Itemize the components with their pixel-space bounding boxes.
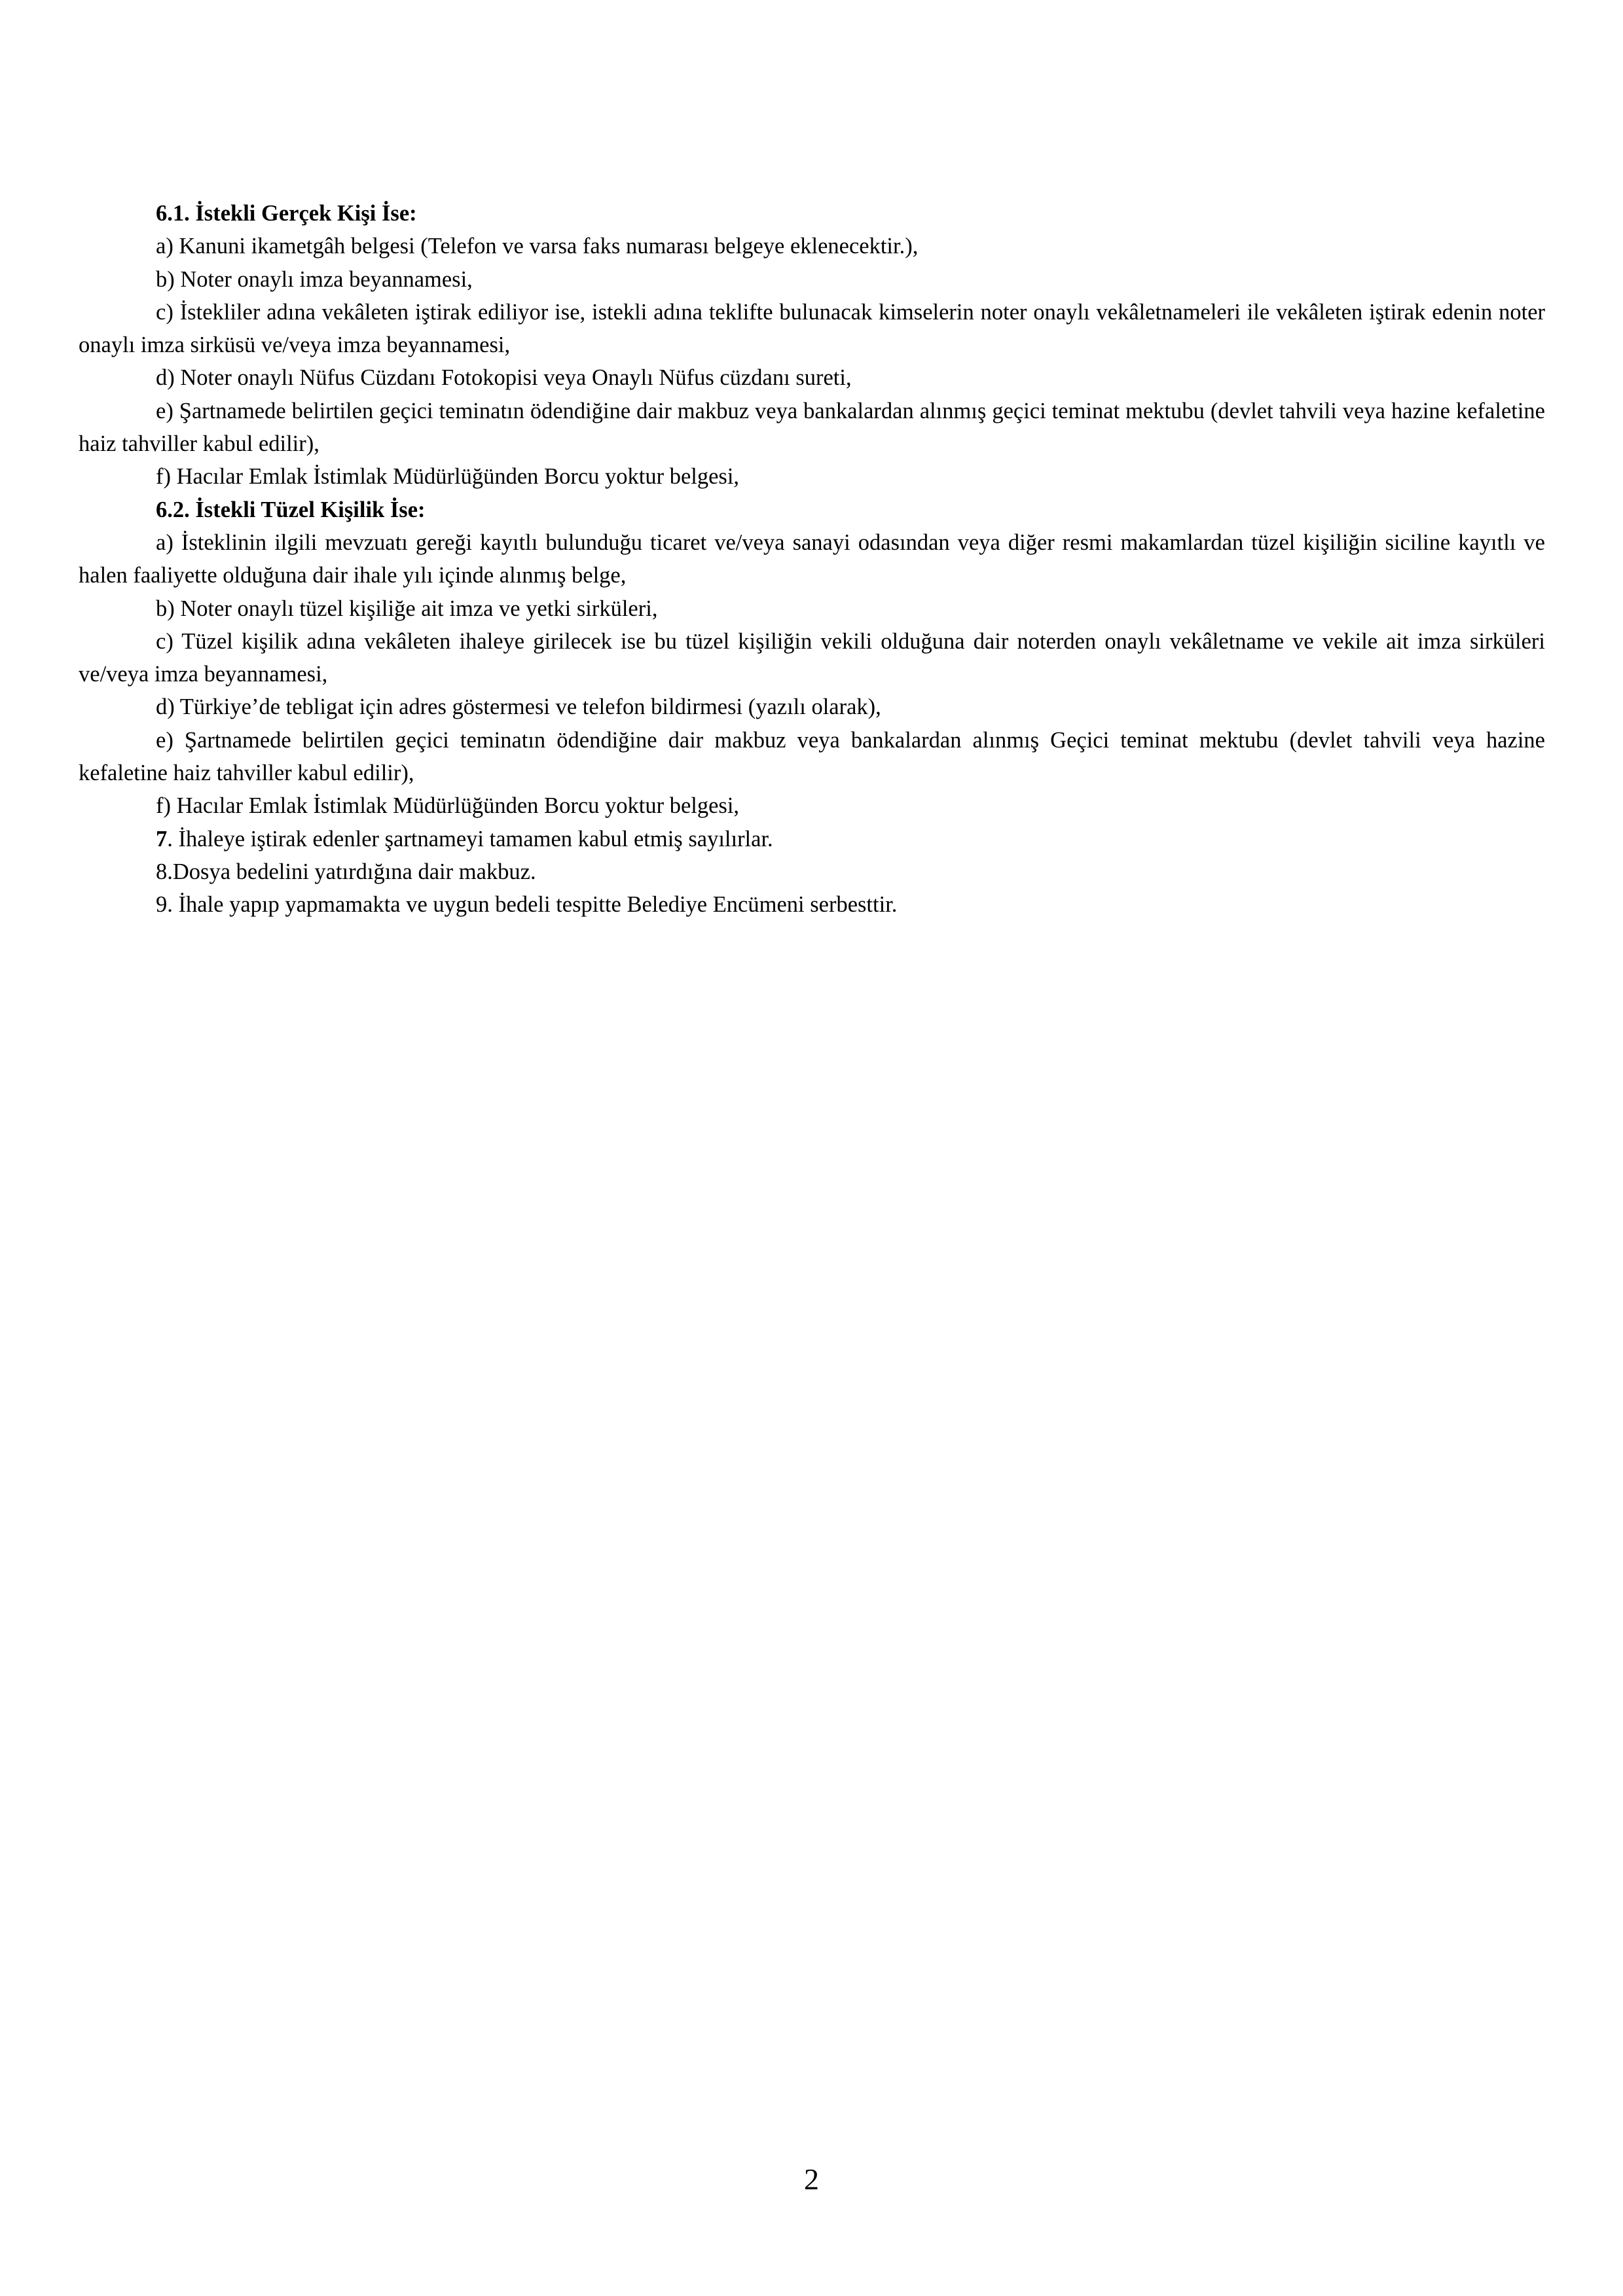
section-6-1-item-b: b) Noter onaylı imza beyannamesi, xyxy=(156,266,473,292)
section-6-2-heading: 6.2. İstekli Tüzel Kişilik İse: xyxy=(156,497,426,522)
section-6-1-item-a: a) Kanuni ikametgâh belgesi (Telefon ve varsa faks numarası belgeye eklenecektir.), xyxy=(156,234,919,259)
section-6-1-heading: 6.1. İstekli Gerçek Kişi İse: xyxy=(156,201,417,226)
section-6-2-item-c: c) Tüzel kişilik adına vekâleten ihaleye girilecek ise bu tüzel kişiliğin vekili olduğuna dair noterden onaylı vekâletname ve vekile ait imza sirküleri ve/veya imza beyannamesi, xyxy=(79,628,1545,687)
section-6-2-item-b: b) Noter onaylı tüzel kişiliğe ait imza ve yetki sirküleri, xyxy=(156,596,658,621)
section-6-1-item-d: d) Noter onaylı Nüfus Cüzdanı Fotokopisi veya Onaylı Nüfus cüzdanı sureti, xyxy=(156,365,852,391)
section-6-2-item-f: f) Hacılar Emlak İstimlak Müdürlüğünden Borcu yoktur belgesi, xyxy=(156,793,740,819)
item-7 xyxy=(79,823,1545,855)
document-body xyxy=(79,197,1545,922)
page-number: 2 xyxy=(804,2162,819,2196)
item-9: 9. İhale yapıp yapmamakta ve uygun bedeli tespitte Belediye Encümeni serbesttir. xyxy=(156,892,898,918)
section-6-2-item-d: d) Türkiye’de tebligat için adres göstermesi ve telefon bildirmesi (yazılı olarak), xyxy=(156,694,881,720)
section-6-1-item-f: f) Hacılar Emlak İstimlak Müdürlüğünden Borcu yoktur belgesi, xyxy=(156,464,740,490)
item-7-text: . İhaleye iştirak edenler şartnameyi tamamen kabul etmiş sayılırlar. xyxy=(167,826,773,852)
section-6-2-item-e: e) Şartnamede belirtilen geçici teminatın ödendiğine dair makbuz veya bankalardan alınmış Geçici teminat mektubu (devlet tahvili veya hazine kefaletine haiz tahviller kabul edilir), xyxy=(79,727,1545,786)
item-8: 8.Dosya bedelini yatırdığına dair makbuz. xyxy=(156,859,536,884)
item-7-number: 7 xyxy=(156,826,168,852)
section-6-1-item-c: c) İstekliler adına vekâleten iştirak ediliyor ise, istekli adına teklifte bulunacak kimselerin noter onaylı vekâletnameleri ile vekâleten iştirak edenin noter onaylı imza sirküsü ve/veya imza beyannamesi, xyxy=(79,299,1545,358)
section-6-1-item-e: e) Şartnamede belirtilen geçici teminatın ödendiğine dair makbuz veya bankalardan alınmış geçici teminat mektubu (devlet tahvili veya hazine kefaletine haiz tahviller kabul edilir), xyxy=(79,398,1545,457)
section-6-2-item-a: a) İsteklinin ilgili mevzuatı gereği kayıtlı bulunduğu ticaret ve/veya sanayi odasından veya diğer resmi makamlardan tüzel kişiliğin siciline kayıtlı ve halen faaliyette olduğuna dair ihale yılı içinde alınmış belge, xyxy=(79,529,1545,588)
